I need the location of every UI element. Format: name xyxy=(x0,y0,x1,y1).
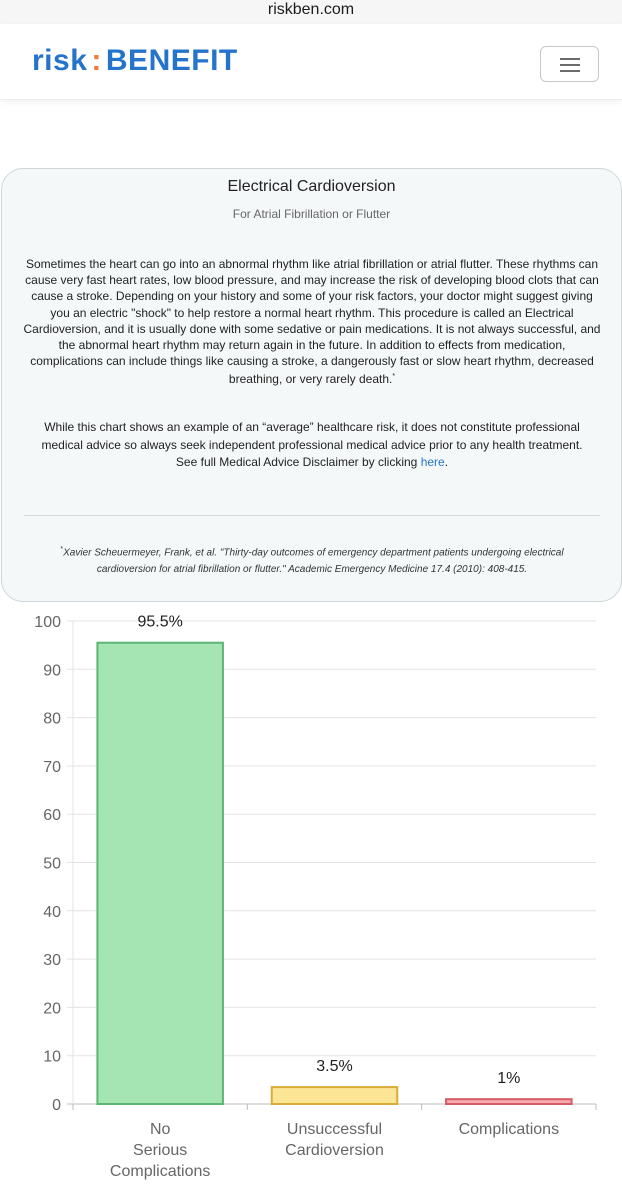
citation-text: Xavier Scheuermeyer, Frank, et al. "Thirty-day outcomes of emergency department patients undergoing electrical cardioversion for atrial fibrillation or flutter." Academic Emergency Medicine 17.4 (2010): 408-415. xyxy=(63,547,564,576)
x-category-label: Complications xyxy=(109,1163,211,1180)
bar-data-label: 1% xyxy=(497,1070,521,1088)
y-tick-label: 10 xyxy=(43,1048,61,1066)
card-subtitle: For Atrial Fibrillation or Flutter xyxy=(232,207,391,221)
brand-logo-benefit: BENEFIT xyxy=(105,44,238,77)
bar xyxy=(446,1099,572,1104)
bar xyxy=(97,643,223,1104)
x-category-label: Cardioversion xyxy=(285,1142,384,1159)
description-text: Sometimes the heart can go into an abnormal rhythm like atrial fibrillation or atrial flutter. These rhythms can cause very fast heart rates, low blood pressure, and may increase the risk of developing blood clots that can cause a stroke. Depending on your history and some of your risk factors, your doctor might suggest giving you an electric "shock" to help restore a normal heart rhythm. This procedure is called an Electrical Cardioversion, and it is usually done with some sedative or pain medications. It is not always successful, and the abnormal heart rhythm may return again in the future. In addition to effects from medication, complications can include things like causing a stroke, a dangerously fast or slow heart rhythm, decreased breathing, or very rarely death. xyxy=(23,257,601,387)
y-tick-label: 30 xyxy=(43,952,61,970)
x-category-label: Complications xyxy=(458,1121,560,1138)
bar xyxy=(272,1087,398,1104)
x-category-label: No xyxy=(149,1121,171,1138)
divider xyxy=(24,515,600,516)
bar-data-label: 95.5% xyxy=(137,613,183,631)
y-tick-label: 90 xyxy=(43,662,61,680)
citation-marker: * xyxy=(60,546,64,553)
y-tick-label: 100 xyxy=(34,614,61,631)
brand-logo-colon: : xyxy=(91,44,102,77)
x-category-label: Serious xyxy=(133,1142,188,1159)
risk-bar-chart xyxy=(0,605,622,1200)
y-tick-label: 40 xyxy=(43,903,61,921)
y-tick-label: 70 xyxy=(43,758,61,776)
disclaimer-text: While this chart shows an example of an “average” healthcare risk, it does not constitute professional medical advice so always seek independent professional medical advice prior to any health treatment. See full Medical Advice Disclaimer by clicking xyxy=(41,420,583,469)
y-tick-label: 80 xyxy=(43,710,61,728)
url-text: riskben.com xyxy=(267,1,355,18)
y-tick-label: 60 xyxy=(43,807,61,825)
bar-data-label: 3.5% xyxy=(316,1058,353,1076)
x-category-label: Unsuccessful xyxy=(286,1121,383,1138)
y-tick-label: 0 xyxy=(52,1097,61,1114)
browser-url-bar[interactable] xyxy=(0,0,622,24)
citation xyxy=(32,541,592,578)
card-title: Electrical Cardioversion xyxy=(227,178,396,195)
navbar xyxy=(0,24,622,100)
disclaimer xyxy=(32,419,592,472)
brand-logo-risk: risk xyxy=(32,44,88,77)
disclaimer-link[interactable]: here xyxy=(420,455,445,469)
menu-toggle-button[interactable] xyxy=(540,46,599,82)
y-tick-label: 50 xyxy=(43,855,61,873)
y-tick-label: 20 xyxy=(43,1000,61,1018)
info-card xyxy=(1,168,622,602)
card-description xyxy=(22,256,602,388)
disclaimer-end: . xyxy=(444,455,449,469)
footnote-marker: * xyxy=(392,373,396,381)
brand-logo[interactable] xyxy=(32,44,238,78)
